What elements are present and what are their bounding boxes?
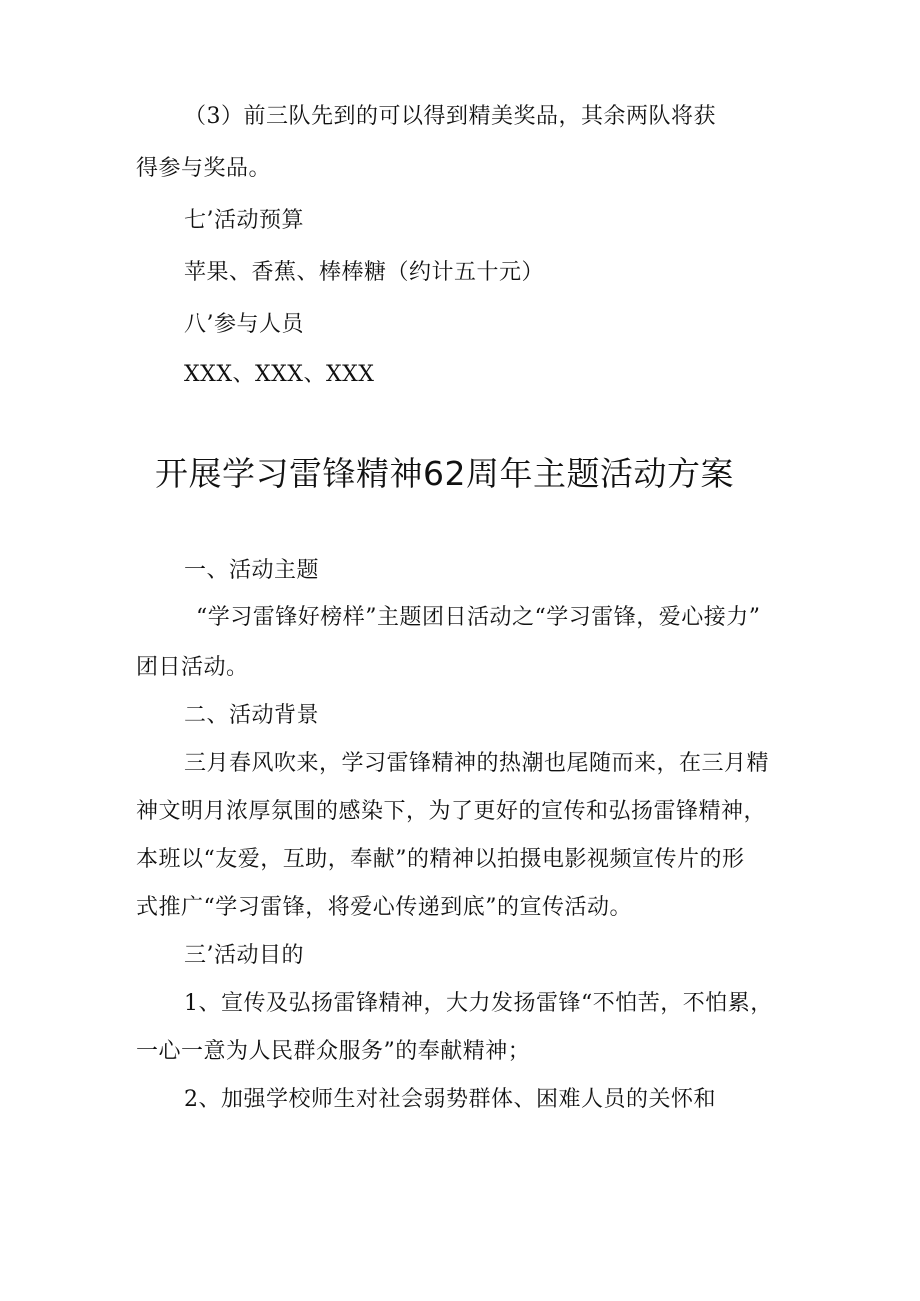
section-heading-participants: 八’参与人员 bbox=[184, 312, 304, 337]
paragraph-purpose-2-line-1: 2、加强学校师生对社会弱势群体、困难人员的关怀和 bbox=[184, 1087, 716, 1112]
paragraph-background-line-2: 神文明月浓厚氛围的感染下，为了更好的宣传和弘扬雷锋精神， bbox=[136, 799, 767, 824]
section-heading-purpose: 三’活动目的 bbox=[184, 943, 304, 968]
paragraph-background-line-4: 式推广“学习雷锋，将爱心传递到底”的宣传活动。 bbox=[136, 895, 632, 920]
paragraph-budget: 苹果、香蕉、棒棒糖（约计五十元） bbox=[184, 260, 545, 285]
paragraph-purpose-1-line-2: 一心一意为人民群众服务”的奉献精神； bbox=[136, 1039, 531, 1064]
document-title: 开展学习雷锋精神62周年主题活动方案 bbox=[155, 454, 734, 493]
paragraph-theme-line-2: 团日活动。 bbox=[136, 655, 249, 680]
paragraph-background-line-3: 本班以“友爱，互助，奉献”的精神以拍摄电影视频宣传片的形 bbox=[136, 847, 745, 872]
section-heading-theme: 一、活动主题 bbox=[184, 558, 320, 583]
paragraph-prize-rule-line-2: 得参与奖品。 bbox=[136, 156, 272, 181]
section-heading-background: 二、活动背景 bbox=[184, 703, 320, 728]
paragraph-prize-rule-line-1: （3）前三队先到的可以得到精美奖品，其余两队将获 bbox=[184, 104, 716, 129]
section-heading-budget: 七’活动预算 bbox=[184, 208, 304, 233]
paragraph-background-line-1: 三月春风吹来，学习雷锋精神的热潮也尾随而来，在三月精 bbox=[184, 751, 770, 776]
paragraph-purpose-1-line-1: 1、宣传及弘扬雷锋精神，大力发扬雷锋“不怕苦，不怕累， bbox=[184, 991, 773, 1016]
paragraph-theme-line-1: “学习雷锋好榜样”主题团日活动之“学习雷锋，爱心接力” bbox=[196, 605, 761, 630]
paragraph-participants: XXX、XXX、XXX bbox=[184, 362, 375, 387]
